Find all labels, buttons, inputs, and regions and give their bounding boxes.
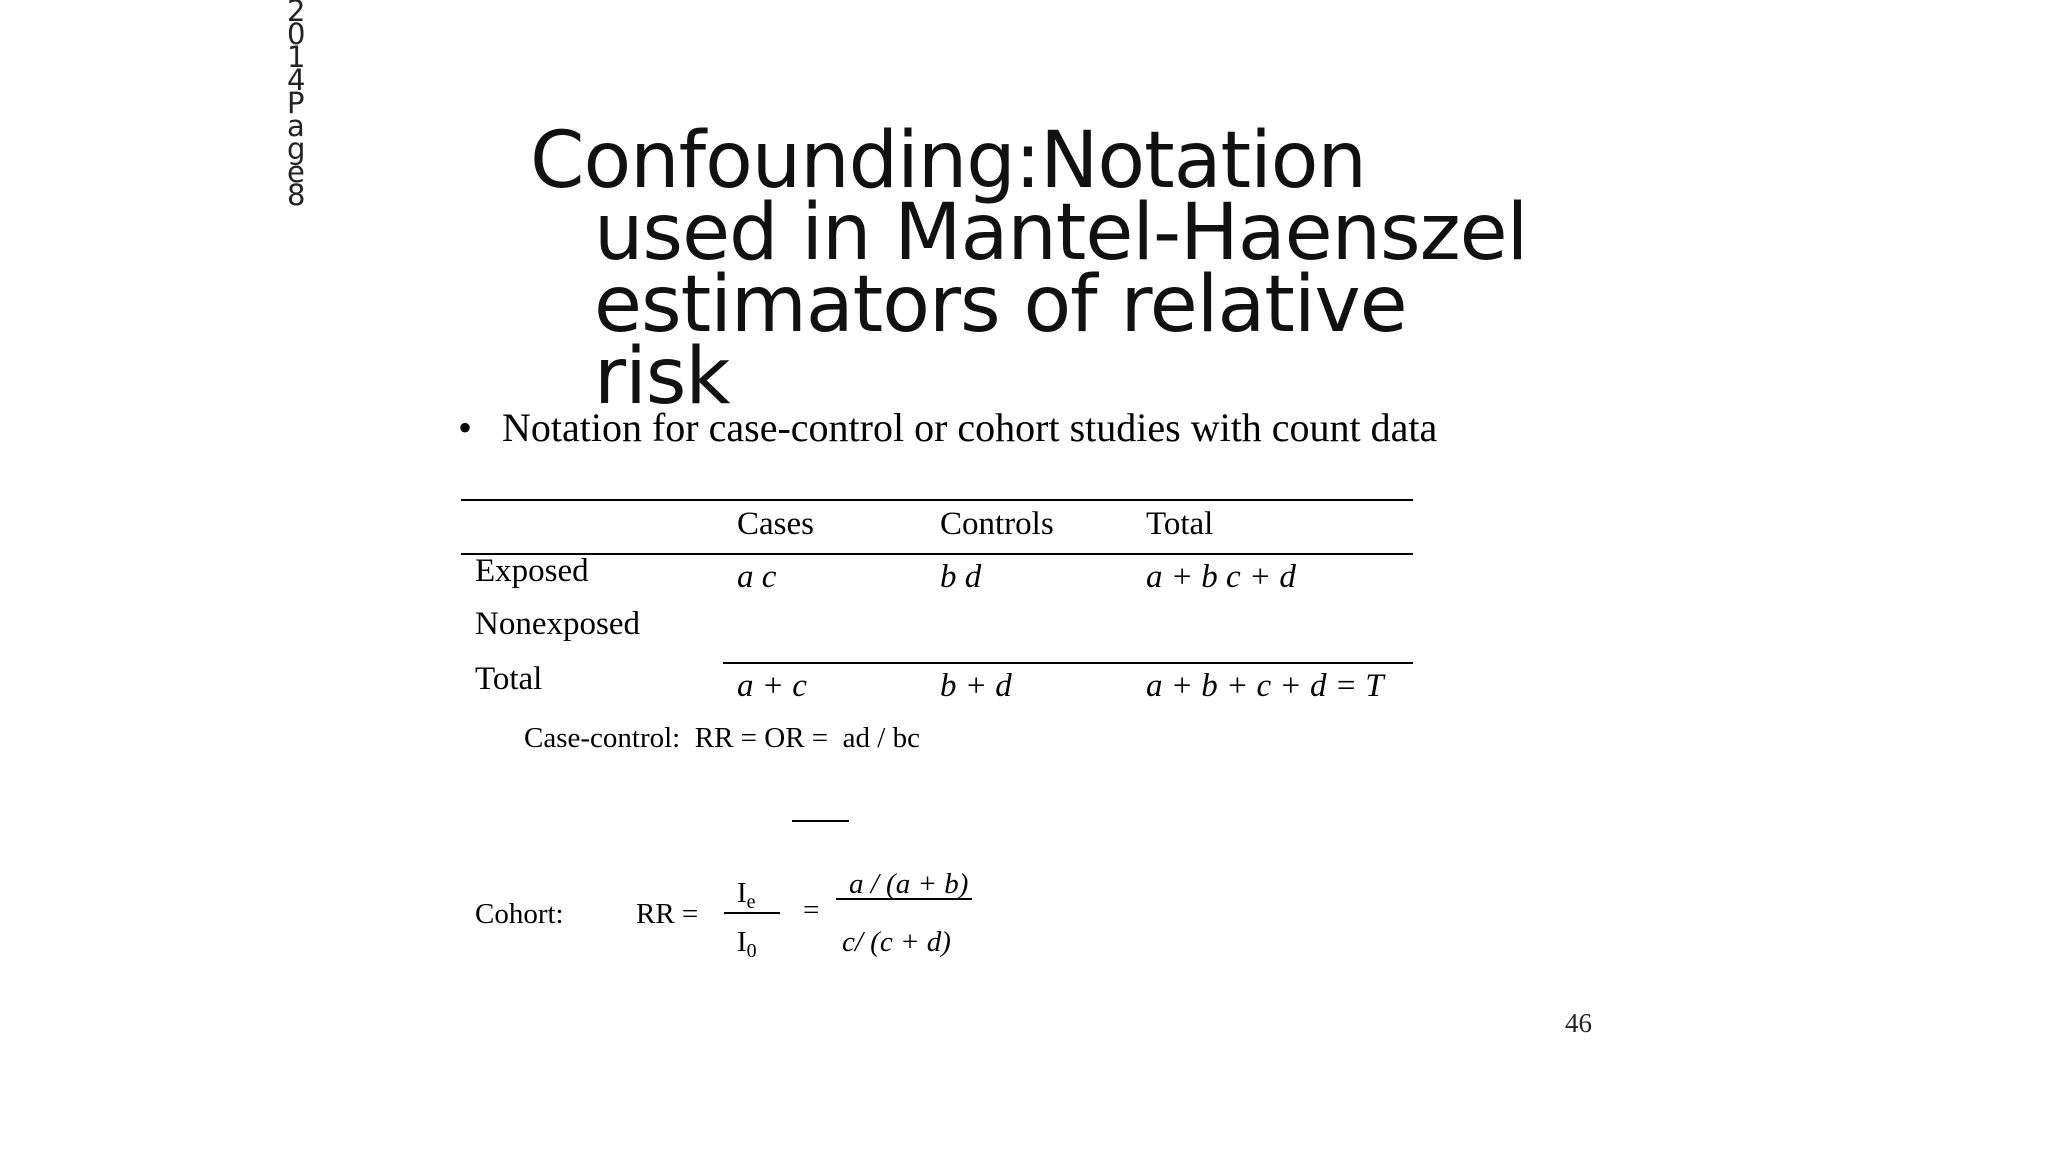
bullet-text: Notation for case-control or cohort studies with count data bbox=[502, 405, 1438, 450]
bullet-dot-icon: • bbox=[458, 405, 473, 450]
cohort-denominator bbox=[737, 925, 757, 968]
cohort-rhs-denominator: c/ (c + d) bbox=[842, 926, 951, 958]
cohort-rhs-fraction-bar bbox=[836, 898, 972, 900]
table-top-rule bbox=[461, 499, 1413, 501]
table-header-rule bbox=[461, 553, 1413, 555]
cohort-numerator-sub: e bbox=[746, 891, 756, 913]
table-row-label-exposed: Exposed bbox=[475, 553, 589, 589]
cohort-numerator-symbol: I bbox=[737, 877, 747, 909]
slide-title: Confounding:Notation used in Mantel-Haenszel estimators of relative risk bbox=[530, 116, 1528, 422]
formula-rule bbox=[792, 820, 849, 822]
table-header-total: Total bbox=[1146, 506, 1214, 542]
side-page-label: 2014 Page 8 bbox=[287, 0, 306, 212]
table-cell-exposed-controls: b d bbox=[940, 559, 982, 595]
cohort-rr-label: RR = bbox=[636, 898, 699, 930]
table-cell-total-total: a + b + c + d = T bbox=[1146, 668, 1384, 704]
slide-number: 46 bbox=[1565, 1008, 1592, 1038]
case-control-formula: Case-control: RR = OR = ad / bc bbox=[524, 722, 920, 754]
table-cell-total-controls: b + d bbox=[940, 668, 1012, 704]
cohort-fraction-bar bbox=[724, 912, 780, 914]
table-cell-exposed-cases: a c bbox=[737, 559, 777, 595]
table-cell-total-cases: a + c bbox=[737, 668, 807, 704]
table-row-label-total: Total bbox=[475, 661, 543, 697]
cohort-denominator-symbol: I bbox=[737, 926, 747, 958]
bullet-item bbox=[458, 404, 1437, 452]
cohort-rhs-numerator: a / (a + b) bbox=[849, 868, 969, 900]
table-header-controls: Controls bbox=[940, 506, 1054, 542]
cohort-denominator-sub: 0 bbox=[746, 940, 757, 962]
table-cell-exposed-total: a + b c + d bbox=[1146, 559, 1296, 595]
table-header-cases: Cases bbox=[737, 506, 814, 542]
table-total-rule bbox=[723, 662, 1413, 664]
table-row-label-nonexposed: Nonexposed bbox=[475, 606, 640, 642]
cohort-label: Cohort: bbox=[475, 898, 564, 930]
cohort-equals: = bbox=[803, 894, 820, 926]
